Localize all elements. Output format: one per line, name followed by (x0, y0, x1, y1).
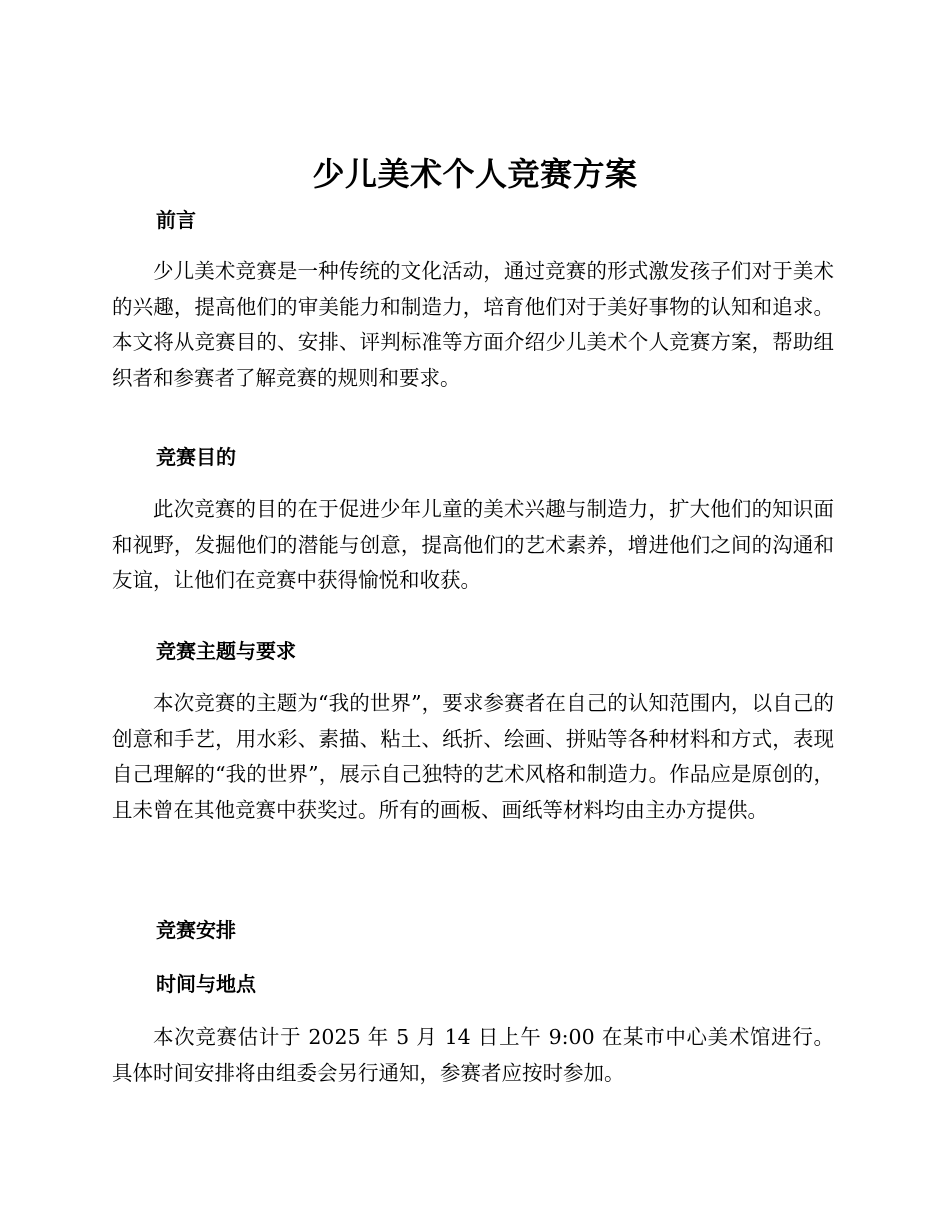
document-title: 少儿美术个人竞赛方案 (312, 155, 638, 193)
section-paragraph-preface: 少儿美术竞赛是一种传统的文化活动，通过竞赛的形式激发孩子们对于美术的兴趣，提高他们的审美能力和制造力，培育他们对于美好事物的认知和追求。本文将从竞赛目的、安排、评判标准等方面介绍少儿美术个人竞赛方案，帮助组织者和参赛者了解竞赛的规则和要求。 (112, 259, 834, 390)
section-paragraph-theme: 本次竞赛的主题为“我的世界”，要求参赛者在自己的认知范围内，以自己的创意和手艺，用水彩、素描、粘土、纸折、绘画、拼贴等各种材料和方式，表现自己理解的“我的世界”，展示自己独特的艺术风格和制造力。作品应是原创的，且未曾在其他竞赛中获奖过。所有的画板、画纸等材料均由主办方提供。 (112, 691, 834, 822)
section-heading-theme: 竞赛主题与要求 (156, 639, 296, 663)
section-heading-time-place: 时间与地点 (156, 972, 256, 996)
section-paragraph-purpose: 此次竞赛的目的在于促进少年儿童的美术兴趣与制造力，扩大他们的知识面和视野，发掘他们的潜能与创意，提高他们的艺术素养，增进他们之间的沟通和友谊，让他们在竞赛中获得愉悦和收获。 (112, 497, 834, 592)
section-heading-preface: 前言 (156, 208, 196, 232)
section-heading-purpose: 竞赛目的 (156, 445, 236, 469)
section-paragraph-time-place: 本次竞赛估计于 2025 年 5 月 14 日上午 9:00 在某市中心美术馆进行。具体时间安排将由组委会另行通知，参赛者应按时参加。 (112, 1025, 834, 1085)
section-heading-arrangement: 竞赛安排 (156, 918, 236, 942)
